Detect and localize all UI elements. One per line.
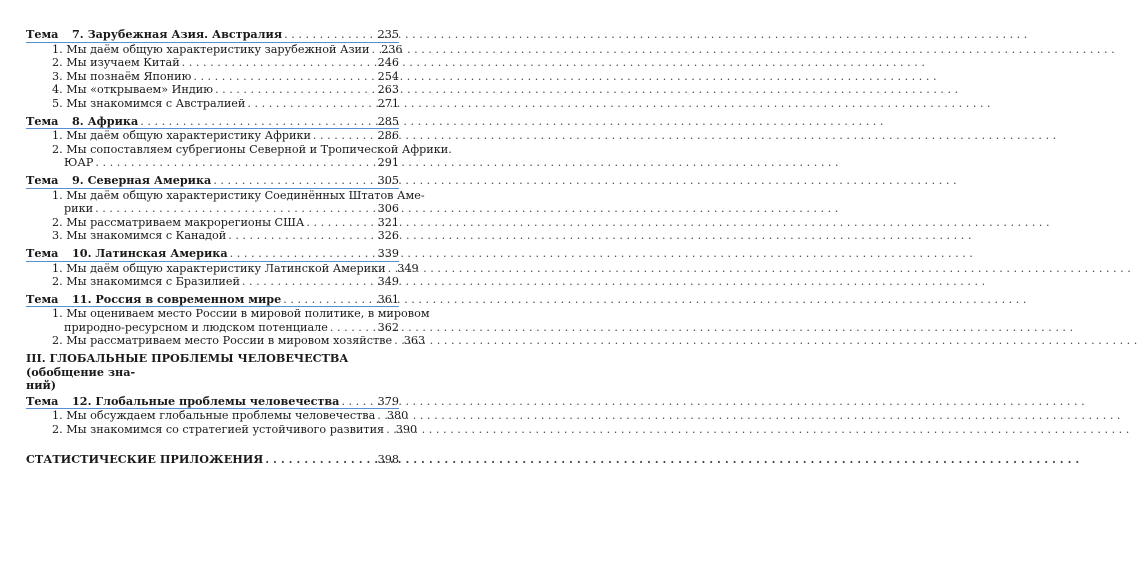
toc-entry[interactable] [26, 142, 452, 157]
entry-text: 3. Мы познаём Японию [52, 69, 192, 83]
entry-text: 1. Мы даём общую характеристику Соединённых Штатов Аме- [52, 188, 425, 202]
dot-leader [330, 321, 374, 335]
page-number: 291 [377, 156, 399, 170]
page-number: 326 [377, 229, 399, 243]
page-number: 339 [377, 246, 399, 260]
page-number: 286 [377, 129, 399, 143]
dot-leader [182, 56, 374, 70]
page-number: 363 [403, 334, 426, 348]
section-heading[interactable] [26, 352, 399, 393]
appendix-entry[interactable] [26, 453, 399, 467]
topic-heading[interactable] [26, 174, 399, 188]
page-number: 236 [381, 42, 403, 56]
topic-title: 9. Северная Америка [72, 172, 212, 187]
toc-entry-continued[interactable] [26, 156, 399, 170]
topic-title: 10. Латинская Америка [72, 245, 228, 260]
entry-text: 2. Мы знакомимся со стратегией устойчивого развития [52, 423, 385, 437]
dot-leader [215, 83, 374, 97]
entry-text: 2. Мы рассматриваем макрорегионы США [52, 215, 305, 229]
page-number: 235 [377, 28, 399, 41]
page-number: 254 [377, 69, 399, 83]
dot-leader [386, 423, 392, 437]
toc-entry[interactable] [26, 423, 418, 437]
page-number: 306 [377, 202, 399, 216]
topic-7 [26, 27, 403, 111]
toc-entry[interactable] [26, 334, 426, 348]
page-number: 361 [377, 292, 399, 306]
entry-text: ЮАР [64, 156, 94, 170]
toc-entry[interactable] [26, 70, 399, 84]
dot-leader [193, 70, 374, 84]
entry-text: 1. Мы даём общую характеристику Латинской Америки [52, 261, 386, 275]
dot-leader [95, 202, 374, 216]
dot-leader [95, 156, 374, 170]
topic-title: 7. Зарубежная Азия. Австралия [72, 27, 283, 41]
page-number: 246 [377, 56, 399, 70]
entry-text: 1. Мы даём общую характеристику зарубежной Азии [52, 42, 370, 56]
topic-heading[interactable] [26, 115, 399, 129]
topic-11 [26, 291, 430, 348]
entry-text: 4. Мы «открываем» Индию [52, 83, 213, 97]
topic-heading[interactable] [26, 293, 399, 307]
page-number: 271 [377, 96, 399, 110]
dot-leader [228, 229, 374, 243]
topic-9 [26, 172, 425, 243]
entry-text: 2. Мы рассматриваем место России в мировом хозяйстве [52, 334, 393, 348]
topic-12 [26, 393, 418, 437]
entry-text: 3. Мы знакомимся с Канадой [52, 229, 227, 243]
entry-text: природно-ресурсном и людском потенциале [64, 320, 328, 334]
toc-entry[interactable] [26, 229, 399, 243]
toc-entry[interactable] [26, 261, 419, 276]
topic-title: 8. Африка [72, 113, 139, 128]
dot-leader [283, 293, 374, 307]
topic-word: Тема [26, 393, 59, 408]
dot-leader [140, 115, 374, 129]
dot-leader [341, 395, 374, 409]
toc-entry-continued[interactable] [26, 321, 399, 335]
topic-8 [26, 113, 452, 170]
section-heading-line: ний) [26, 378, 57, 393]
topic-heading[interactable] [26, 28, 399, 42]
topic-heading[interactable] [26, 247, 399, 261]
table-of-contents [0, 0, 452, 569]
dot-leader [213, 174, 374, 188]
dot-leader [388, 262, 394, 276]
page-number: 321 [377, 215, 399, 229]
dot-leader [394, 334, 400, 348]
entry-text: 1. Мы даём общую характеристику Африки [52, 129, 311, 143]
dot-leader [247, 97, 374, 111]
dot-leader [242, 275, 374, 289]
dot-leader [313, 129, 374, 143]
entry-text: 5. Мы знакомимся с Австралией [52, 96, 246, 110]
toc-entry-continued[interactable] [26, 202, 399, 216]
entry-text: 2. Мы знакомимся с Бразилией [52, 275, 240, 289]
page-number: 390 [395, 423, 418, 437]
entry-text: 2. Мы изучаем Китай [52, 56, 180, 70]
entry-text: 1. Мы обсуждаем глобальные проблемы человечества [52, 409, 376, 423]
page-number: 349 [397, 261, 419, 275]
topic-word: Тема [26, 27, 59, 41]
page-number: 305 [377, 173, 399, 187]
page-number: 349 [377, 275, 399, 289]
topic-word: Тема [26, 245, 59, 260]
dot-leader [377, 409, 383, 423]
dot-leader [306, 216, 374, 230]
toc-entry[interactable] [26, 216, 399, 230]
topic-word: Тема [26, 291, 59, 306]
toc-entry[interactable] [26, 188, 425, 203]
page-number: 379 [377, 394, 399, 408]
topic-10 [26, 245, 419, 289]
dot-leader [265, 453, 374, 467]
page-number: 362 [377, 320, 399, 334]
topic-title: 11. Россия в современном мире [72, 291, 282, 306]
toc-entry[interactable] [26, 409, 409, 423]
page-number: 263 [377, 83, 399, 97]
dot-leader [284, 28, 374, 42]
toc-entry[interactable] [26, 56, 399, 70]
toc-entry[interactable] [26, 275, 399, 289]
topic-word: Тема [26, 113, 59, 128]
section-heading-line: III. ГЛОБАЛЬНЫЕ ПРОБЛЕМЫ ЧЕЛОВЕЧЕСТВА (обобщение зна- [26, 351, 349, 379]
entry-text: 2. Мы сопоставляем субрегионы Северной и Тропической Африки. [52, 142, 452, 156]
entry-text: 1. Мы оцениваем место России в мировой политике, в мировом [52, 307, 430, 321]
page-number: 380 [386, 409, 409, 423]
page-number: 285 [377, 114, 399, 128]
topic-title: 12. Глобальные проблемы человечества [72, 393, 340, 408]
toc-entry[interactable] [26, 97, 399, 111]
toc-entry[interactable] [26, 129, 399, 143]
entry-text: рики [64, 202, 94, 216]
dot-leader [371, 43, 377, 57]
dot-leader [230, 247, 374, 261]
topic-word: Тема [26, 172, 59, 187]
toc-entry[interactable] [26, 42, 403, 57]
toc-entry[interactable] [26, 83, 399, 97]
page-number: 398 [377, 452, 399, 466]
topic-heading[interactable] [26, 395, 399, 409]
toc-entry[interactable] [26, 307, 430, 321]
appendix-title: СТАТИСТИЧЕСКИЕ ПРИЛОЖЕНИЯ [26, 451, 264, 466]
